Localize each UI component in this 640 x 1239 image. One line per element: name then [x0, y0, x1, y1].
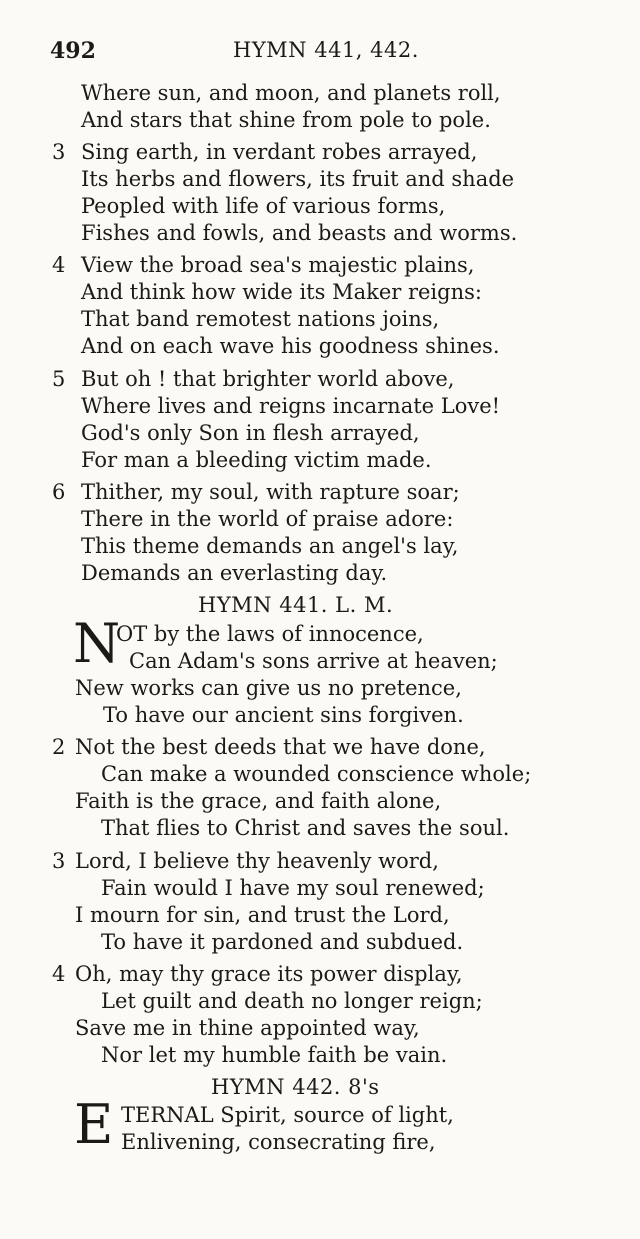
verse-line: That flies to Christ and saves the soul.	[101, 816, 510, 840]
stanza-number: 5	[52, 367, 66, 391]
stanza-number: 4	[52, 962, 66, 986]
verse-line: Peopled with life of various forms,	[81, 194, 446, 218]
verse-line: Thither, my soul, with rapture soar;	[81, 480, 460, 504]
verse-line: Fishes and fowls, and beasts and worms.	[81, 221, 518, 245]
stanza-number: 3	[52, 849, 66, 873]
verse-line: Where sun, and moon, and planets roll,	[81, 81, 501, 105]
page-number: 492	[50, 38, 96, 64]
verse-line: And on each wave his goodness shines.	[81, 334, 500, 358]
verse-line: Fain would I have my soul renewed;	[101, 876, 485, 900]
verse-line: To have our ancient sins forgiven.	[103, 703, 464, 727]
verse-line: TERNAL Spirit, source of light,	[121, 1103, 454, 1127]
drop-cap: N	[73, 612, 121, 675]
verse-line: Demands an everlasting day.	[81, 561, 388, 585]
stanza-number: 3	[52, 140, 66, 164]
verse-line: And stars that shine from pole to pole.	[81, 108, 491, 132]
hymn-title: HYMN 442. 8's	[211, 1075, 380, 1099]
hymn-title: HYMN 441. L. M.	[198, 593, 394, 617]
verse-line: Let guilt and death no longer reign;	[101, 989, 483, 1013]
verse-line: I mourn for sin, and trust the Lord,	[75, 903, 450, 927]
verse-line: Sing earth, in verdant robes arrayed,	[81, 140, 478, 164]
verse-line: That band remotest nations joins,	[81, 307, 440, 331]
verse-line: Its herbs and flowers, its fruit and shade	[81, 167, 515, 191]
verse-line: But oh ! that brighter world above,	[81, 367, 455, 391]
running-head: HYMN 441, 442.	[233, 38, 419, 62]
verse-line: For man a bleeding victim made.	[81, 448, 432, 472]
verse-line: New works can give us no pretence,	[75, 676, 462, 700]
verse-line: God's only Son in flesh arrayed,	[81, 421, 420, 445]
stanza-number: 4	[52, 253, 66, 277]
verse-line: View the broad sea's majestic plains,	[81, 253, 475, 277]
verse-line: Can make a wounded conscience whole;	[101, 762, 532, 786]
verse-line: And think how wide its Maker reigns:	[81, 280, 482, 304]
verse-line: This theme demands an angel's lay,	[81, 534, 459, 558]
stanza-number: 6	[52, 480, 66, 504]
verse-line: OT by the laws of innocence,	[116, 622, 424, 646]
verse-line: There in the world of praise adore:	[81, 507, 454, 531]
verse-line: Oh, may thy grace its power display,	[75, 962, 463, 986]
verse-line: Lord, I believe thy heavenly word,	[75, 849, 439, 873]
verse-line: Nor let my humble faith be vain.	[101, 1043, 448, 1067]
verse-line: Not the best deeds that we have done,	[75, 735, 486, 759]
verse-line: Enlivening, consecrating fire,	[121, 1130, 436, 1154]
verse-line: Can Adam's sons arrive at heaven;	[129, 649, 498, 673]
verse-line: Where lives and reigns incarnate Love!	[81, 394, 501, 418]
stanza-number: 2	[52, 735, 66, 759]
verse-line: Save me in thine appointed way,	[75, 1016, 420, 1040]
verse-line: Faith is the grace, and faith alone,	[75, 789, 442, 813]
verse-line: To have it pardoned and subdued.	[101, 930, 464, 954]
drop-cap: E	[74, 1093, 114, 1156]
